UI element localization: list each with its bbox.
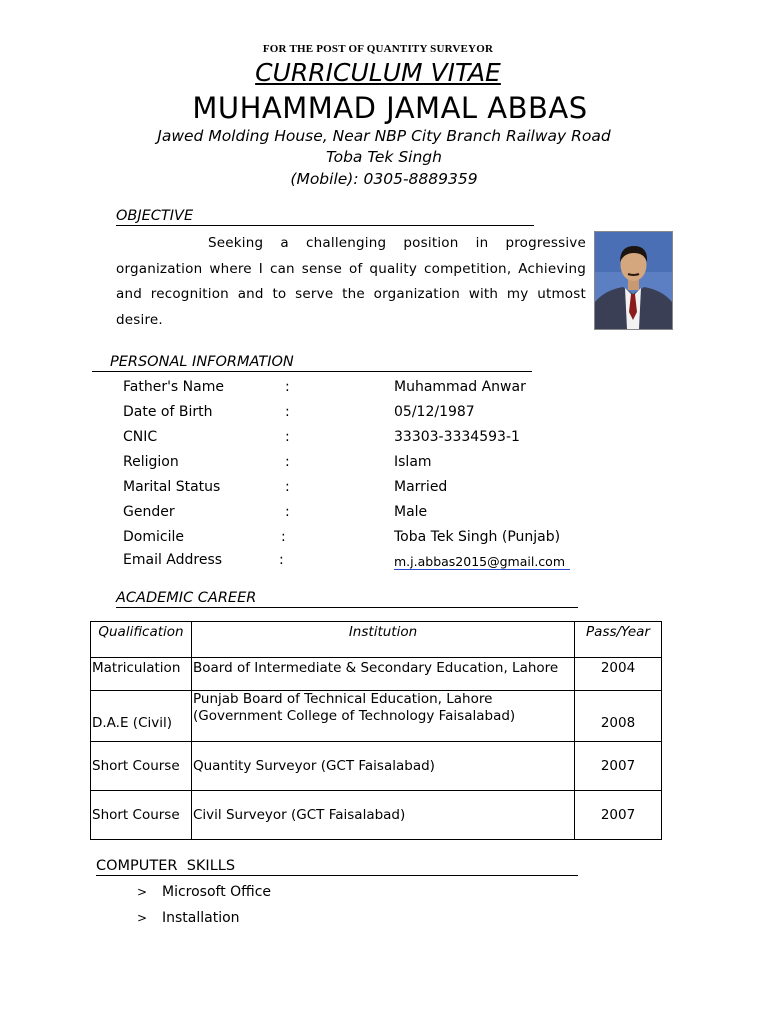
label: Email Address [123,552,223,568]
year-cell: 2007 [575,742,662,791]
qualification-cell: Short Course [91,742,192,791]
year-cell: 2007 [575,791,662,840]
column-header: Qualification [91,622,192,658]
list-item [137,910,240,926]
skill-label: Microsoft Office [162,884,272,900]
label: Father's Name [123,379,224,395]
institution-line: (Government College of Technology Faisalabad) [193,708,516,724]
institution-line: Punjab Board of Technical Education, Lahore [193,691,493,707]
list-item [137,884,271,900]
value: 33303-3334593-1 [394,429,520,445]
colon: : [285,454,290,470]
bullet-arrow-icon: > [137,885,148,899]
colon: : [285,479,290,495]
table-row [91,691,662,742]
institution-cell: Board of Intermediate & Secondary Education, Lahore [192,658,575,691]
table-row [91,791,662,840]
label: Gender [123,504,175,520]
qualification-cell: Short Course [91,791,192,840]
objective-heading: OBJECTIVE [116,207,534,226]
column-header: Pass/Year [575,622,662,658]
person-photo-icon [595,232,672,329]
label: Religion [123,454,179,470]
value: Islam [394,454,432,470]
address-line-2: Toba Tek Singh [326,148,442,166]
email-link[interactable]: m.j.abbas2015@gmail.com [394,554,570,570]
personal-info-heading: PERSONAL INFORMATION [92,353,532,372]
colon: : [281,529,286,545]
value: 05/12/1987 [394,404,475,420]
value: Toba Tek Singh (Punjab) [394,529,561,545]
academic-table [90,621,662,840]
academic-heading: ACADEMIC CAREER [116,589,578,608]
qualification-cell: D.A.E (Civil) [91,691,192,742]
colon: : [285,379,290,395]
label: CNIC [123,429,158,445]
institution-cell: Quantity Surveyor (GCT Faisalabad) [192,742,575,791]
skill-label: Installation [162,910,240,926]
label: Marital Status [123,479,221,495]
bullet-arrow-icon: > [137,911,148,925]
table-row [91,742,662,791]
candidate-name: MUHAMMAD JAMAL ABBAS [192,91,588,125]
institution-cell [192,691,575,742]
column-header: Institution [192,622,575,658]
table-header-row [91,622,662,658]
value: Muhammad Anwar [394,379,526,395]
mobile-number: (Mobile): 0305-8889359 [290,170,478,188]
colon: : [285,429,290,445]
table-row [91,658,662,691]
colon: : [285,504,290,520]
address-line-1: Jawed Molding House, Near NBP City Branch Railway Road [157,127,611,145]
post-title: FOR THE POST OF QUANTITY SURVEYOR [262,43,494,55]
qualification-cell: Matriculation [91,658,192,691]
label: Date of Birth [123,404,213,420]
year-cell: 2008 [575,691,662,742]
computer-skills-heading: COMPUTER SKILLS [96,857,578,876]
cv-title: CURRICULUM VITAE [255,58,501,87]
value: Male [394,504,428,520]
objective-text: Seeking a challenging position in progressive organization where I can sense of quality competition, Achieving and recognition and to serve the organization with my utmost desire. [116,235,586,328]
profile-photo [594,231,673,330]
institution-cell: Civil Surveyor (GCT Faisalabad) [192,791,575,840]
colon: : [285,404,290,420]
colon: : [279,552,284,568]
year-cell: 2004 [575,658,662,691]
label: Domicile [123,529,184,545]
value: Married [394,479,448,495]
